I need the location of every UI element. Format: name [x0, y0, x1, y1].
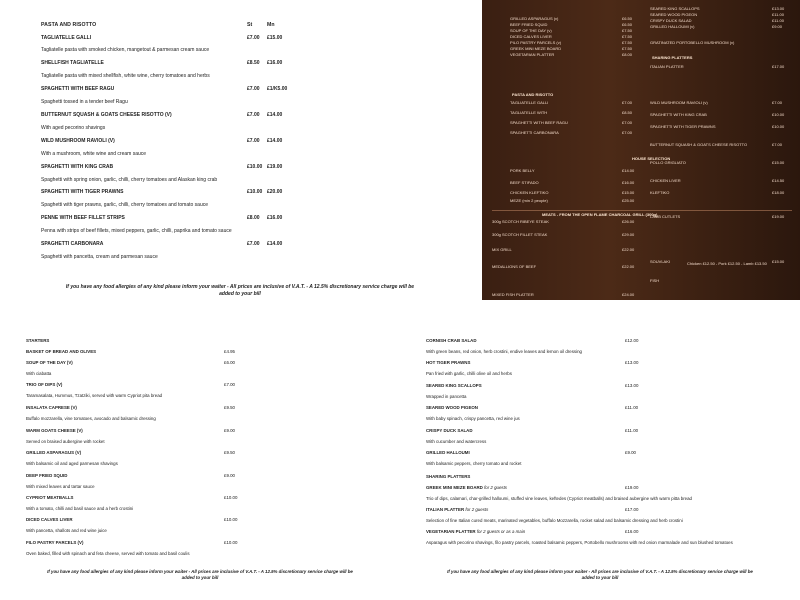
item-name: CRISPY DUCK SALAD	[426, 428, 473, 433]
item-description: With green beans, red onion, herb crostini, endive leaves and lemon oil dressing	[426, 349, 582, 354]
platter-name	[426, 485, 507, 490]
photo-item-name: CHICKEN KLEFTIKO	[510, 190, 549, 195]
item-name: DICED CALVES LIVER	[26, 517, 73, 522]
platter-serving: for 2 guests or as a main	[475, 529, 526, 534]
photo-item-name: WILD MUSHROOM RAVIOLI (v)	[650, 100, 708, 105]
photo-item-name: CRISPY DUCK SALAD	[650, 18, 692, 23]
photo-item-name: GRILLED HALLOUMI (v)	[650, 24, 695, 29]
item-description: With baby spinach, crispy pancetta, red wine jus	[426, 416, 520, 421]
item-name: SEARED KING SCALLOPS	[426, 383, 482, 388]
starter-price: £7.00	[247, 138, 260, 144]
photo-item-name: 300g SCOTCH RIBEYE STEAK	[492, 219, 549, 224]
item-price: £10.00	[224, 540, 238, 545]
photo-item-name: KLEFTIKO	[650, 190, 670, 195]
photo-item-name: SOUVLAKI	[650, 259, 671, 264]
photo-item-price: £11.00	[772, 18, 784, 23]
photo-item-price: £14.50	[772, 178, 785, 183]
photo-item-price: £25.00	[622, 198, 635, 203]
item-description: Spaghetti tossed in a tender beef Ragu	[41, 99, 128, 105]
photo-item-price: £7.00	[622, 100, 633, 105]
starter-column-heading: St	[247, 22, 253, 28]
photo-item-price: £29.00	[622, 232, 635, 237]
allergy-footnote	[420, 569, 780, 581]
item-price: £9.00	[224, 473, 235, 478]
photo-item-price: £10.00	[772, 124, 785, 129]
photo-item-name: DICED CALVES LIVER	[510, 34, 552, 39]
item-name: SOUP OF THE DAY (V)	[26, 360, 73, 365]
starters-panel	[0, 300, 400, 600]
item-name: PENNE WITH BEEF FILLET STRIPS	[41, 215, 125, 221]
photo-item-name: GREEK MINI MEZE BOARD	[510, 46, 562, 51]
item-name: SEARED WOOD PIGEON	[426, 405, 478, 410]
platter-serving: for 2 guests	[464, 507, 489, 512]
photo-sharing-heading: SHARING PLATTERS	[652, 55, 693, 60]
photo-item-name: BEEF FRIED SQUID	[510, 22, 548, 27]
photo-item-name: POLLO GRIGLIATO	[650, 160, 686, 165]
photo-item-price: £7.00	[772, 142, 783, 147]
photo-item-name: SEARED KING SCALLOPS	[650, 6, 700, 11]
starter-price: £8.50	[247, 60, 260, 66]
item-description: Buffalo mozzarella, vine tomatoes, avocado and balsamic dressing	[26, 416, 156, 421]
photo-house-heading: HOUSE SELECTION	[632, 156, 671, 161]
photo-item-name: PORK BELLY	[510, 168, 535, 173]
photo-item-name: 300g SCOTCH FILLET STEAK	[492, 232, 548, 237]
item-price: £13.00	[625, 383, 639, 388]
item-name: GRILLED ASPARAGUS (V)	[26, 450, 82, 455]
photo-item-price: £15.00	[772, 259, 785, 264]
photo-item-name: TAGLIATELLE WITH	[510, 110, 548, 115]
photo-item-price: £6.50	[622, 16, 633, 21]
footnote-line: added to your bill	[181, 575, 219, 580]
item-description: Taramasalata, Hummus, Tzatziki, served with warm Cypriot pita bread	[26, 393, 163, 398]
main-price: £16.00	[267, 215, 283, 221]
starter-price: £8.00	[247, 215, 260, 221]
item-description: With a mushroom, white wine and cream sauce	[41, 151, 147, 157]
item-description: Asparagus with pecorino shavings, filo pastry parcels, roasted balsamic peppers, Portobello mushrooms with red onion marmalade and sun blushed tomatoes	[426, 540, 733, 545]
photo-item-price: £26.00	[622, 219, 635, 224]
main-price: £14.00	[267, 241, 283, 247]
item-description: Selection of fine Italian cured meats, marinated vegetables, buffalo Mozzarella, rocket salad and balsamic dressing and herb crostini	[426, 518, 683, 523]
photo-item-name: LAMB CUTLETS	[650, 214, 681, 219]
item-description: Oven baked, filled with spinach and feta cheese, served with tomato and basil coulis	[26, 551, 190, 556]
photo-item-price: £7.00	[622, 120, 633, 125]
starter-price: £10.00	[247, 164, 263, 170]
photo-item-price: £10.00	[772, 112, 785, 117]
photo-item-price: £8.00	[622, 52, 633, 57]
photo-item-price: £18.00	[772, 190, 785, 195]
footnote-line: If you have any food allergies of any kind please inform your waiter - All prices are inclusive of V.A.T. - A 12.5% discretionary service charge will be	[47, 569, 353, 574]
item-name: BUTTERNUT SQUASH & GOATS CHEESE RISOTTO (V)	[41, 112, 172, 118]
photo-item-name: TAGLIATELLE GALLI	[510, 100, 549, 105]
item-name: INSALATA CAPRESE (V)	[26, 405, 77, 410]
photo-item-name: SPAGHETTI WITH KING CRAB	[650, 112, 707, 117]
item-description: Spaghetti with spring onion, garlic, chilli, cherry tomatoes and Alaskan king crab	[41, 177, 218, 183]
item-name: DEEP FRIED SQUID	[26, 473, 68, 478]
platter-title: VEGETARIAN PLATTER	[426, 529, 476, 534]
item-description: Spaghetti with tiger prawns, garlic, chilli, cherry tomatoes and tomato sauce	[41, 202, 209, 208]
item-price: £19.00	[625, 485, 639, 490]
item-description: Tagliatelle pasta with mixed shellfish, white wine, cherry tomatoes and herbs	[41, 73, 210, 79]
main-price: £16.00	[267, 60, 283, 66]
main-column-heading: Mn	[267, 22, 275, 28]
item-description: With balsamic oil and aged parmesan shavings	[26, 461, 118, 466]
starter-price: £7.00	[247, 86, 260, 92]
main-price: £20.00	[267, 189, 283, 195]
main-price: £14.00	[267, 138, 283, 144]
item-description: With cucumber and watercress	[426, 439, 487, 444]
item-price: £10.00	[224, 517, 238, 522]
item-name: SPAGHETTI CARBONARA	[41, 241, 104, 247]
item-price: £17.00	[625, 507, 639, 512]
item-price: £6.00	[224, 360, 235, 365]
item-name: SPAGHETTI WITH BEEF RAGU	[41, 86, 115, 92]
photo-item-name: GRATINATED PORTOBELLO MUSHROOM (v)	[650, 40, 735, 45]
photo-item-name: CHICKEN LIVER	[650, 178, 681, 183]
photo-item-name: MIXED FISH PLATTER	[492, 292, 534, 297]
item-name: TAGLIATELLE GALLI	[41, 35, 92, 41]
item-name: CYPRIOT MEATBALLS	[26, 495, 74, 500]
photo-item-price: £11.00	[772, 12, 784, 17]
photo-item-name: VEGETARIAN PLATTER	[510, 52, 555, 57]
photo-item-name: BEEF STIFADO	[510, 180, 539, 185]
item-description: With pancetta, shallots and red wine juice	[26, 528, 107, 533]
photo-item-name: SEARED WOOD PIGEON	[650, 12, 698, 17]
photo-item-price: £22.00	[622, 264, 635, 269]
item-description: Served on braised aubergine with rocket	[26, 439, 105, 444]
main-price: £15.00	[267, 35, 283, 41]
photo-item-name: SPAGHETTI WITH TIGER PRAWNS	[650, 124, 716, 129]
starter-price: £10.00	[247, 189, 263, 195]
item-price: £9.00	[224, 428, 235, 433]
item-name: TRIO OF DIPS (V)	[26, 382, 63, 387]
allergy-footnote	[40, 284, 440, 298]
mains-panel	[400, 300, 800, 600]
photo-item-name: SPAGHETTI CARBONARA	[510, 130, 559, 135]
photo-item-price: £15.00	[622, 190, 635, 195]
photo-item-name: MEZE (min 2 people)	[510, 198, 548, 203]
item-name: WILD MUSHROOM RAVIOLI (V)	[41, 138, 115, 144]
main-price: £1/K5.00	[267, 86, 288, 92]
starters-heading: STARTERS	[26, 338, 50, 343]
platter-title: GREEK MINI MEZE BOARD	[426, 485, 483, 490]
item-price: £13.00	[625, 360, 639, 365]
photo-item-name: SPAGHETTI WITH BEEF RAGU	[510, 120, 568, 125]
item-name: WARM GOATS CHEESE (V)	[26, 428, 83, 433]
photo-divider	[492, 210, 792, 211]
photo-item-name: FISH	[650, 278, 660, 283]
item-name: SPAGHETTI WITH TIGER PRAWNS	[41, 189, 124, 195]
starter-price: £7.00	[247, 35, 260, 41]
item-name: HOT TIGER PRAWNS	[426, 360, 471, 365]
photo-item-price: £7.50	[622, 46, 633, 51]
item-price: £9.50	[224, 450, 235, 455]
item-description: Tagliatelle pasta with smoked chicken, mangetout & parmesan cream sauce	[41, 47, 210, 53]
pasta-menu-panel	[0, 0, 482, 300]
item-description: Pan fried with garlic, chilli olive oil and herbs	[426, 371, 512, 376]
photo-item-price: £19.00	[772, 214, 785, 219]
platter-title: ITALIAN PLATTER	[426, 507, 465, 512]
item-description: With balsamic peppers, cherry tomato and rocket	[426, 461, 522, 466]
photo-item-name: MIX GRILL	[492, 247, 512, 252]
item-price: £4.95	[224, 349, 235, 354]
photo-item-price: £9.00	[772, 24, 783, 29]
platter-serving: for 2 guests	[482, 485, 508, 490]
platter-name	[426, 529, 525, 534]
photo-item-name: PILO PASTRY PARCELS (v)	[510, 40, 562, 45]
item-description: Penna with strips of beef fillets, mixed peppers, garlic, chilli, paprika and tomato sauce	[41, 228, 232, 234]
item-name: FILO PASTRY PARCELS (V)	[26, 540, 84, 545]
photo-item-name: ITALIAN PLATTER	[650, 64, 684, 69]
item-description: With aged pecorino shavings	[41, 125, 106, 131]
photo-item-price: £16.00	[622, 180, 635, 185]
starter-price: £7.00	[247, 241, 260, 247]
main-price: £19.00	[267, 164, 283, 170]
printed-menu-photo	[482, 0, 800, 300]
item-name: SHELLFISH TAGLIATELLE	[41, 60, 104, 66]
photo-item-price: £7.50	[622, 34, 633, 39]
photo-item-price: £7.00	[622, 130, 633, 135]
photo-item-price: £22.00	[622, 247, 635, 252]
item-description: Trio of dips, calamari, char-grilled halloumi, stuffed vine leaves, keftedes (Cypriot meatballs) and braised aubergine with warm pitta bread	[426, 496, 693, 501]
photo-item-price: £17.00	[772, 64, 785, 69]
photo-item-price: £14.00	[622, 168, 635, 173]
item-description: With a tomato, chilli and basil sauce and a herb crostini	[26, 506, 134, 511]
photo-item-price: £15.00	[772, 160, 785, 165]
item-price: £9.00	[625, 450, 636, 455]
item-name: CORNISH CRAB SALAD	[426, 338, 477, 343]
item-name: SPAGHETTI WITH KING CRAB	[41, 164, 114, 170]
photo-item-name: BUTTERNUT SQUASH & GOATS CHEESE RISOTTO	[650, 142, 748, 147]
item-description: With ciabatta	[26, 371, 52, 376]
photo-item-price: £7.50	[622, 28, 633, 33]
photo-item-price: £13.00	[772, 6, 785, 11]
starter-price: £7.00	[247, 112, 260, 118]
footnote-line: added to your bill	[219, 291, 261, 297]
item-description: Wrapped in pancetta	[426, 394, 467, 399]
photo-item-price: £6.50	[622, 22, 633, 27]
item-name: BASKET OF BREAD AND OLIVES	[26, 349, 97, 354]
photo-meats-heading: MEATS - FROM THE OPEN FLAME CHARCOAL GRILL (300g)	[542, 212, 658, 217]
item-price: £9.50	[224, 405, 235, 410]
item-description: With mixed leaves and tartar sauce	[26, 484, 95, 489]
pasta-section-heading: PASTA AND RISOTTO	[41, 22, 97, 28]
photo-item-price: £8.50	[622, 110, 633, 115]
photo-item-name: MEDALLIONS OF BEEF	[492, 264, 537, 269]
sharing-platters-heading: SHARING PLATTERS	[426, 474, 471, 479]
item-description: Spaghetti with pancetta, cream and parmesan sauce	[41, 254, 158, 260]
platter-name	[426, 507, 488, 512]
photo-item-name: SOUP OF THE DAY (v)	[510, 28, 552, 33]
footnote-line: added to your bill	[581, 575, 619, 580]
allergy-footnote	[20, 569, 380, 581]
footnote-line: If you have any food allergies of any kind please inform your waiter - All prices are inclusive of V.A.T. - A 12.5% discretionary service charge will be	[65, 284, 415, 290]
photo-souvlaki-note: Chicken £12.50 - Pork £12.50 - Lamb £13.50	[687, 261, 767, 266]
photo-item-price: £7.00	[772, 100, 783, 105]
item-price: £7.00	[224, 382, 235, 387]
item-price: £16.00	[625, 529, 639, 534]
item-price: £11.00	[625, 405, 639, 410]
photo-pasta-heading: PASTA AND RISOTTO	[512, 92, 554, 97]
item-price: £12.00	[625, 338, 639, 343]
main-price: £14.00	[267, 112, 283, 118]
item-name: GRILLED HALLOUMI	[426, 450, 470, 455]
photo-item-price: £24.00	[622, 292, 635, 297]
footnote-line: If you have any food allergies of any kind please inform your waiter - All prices are inclusive of V.A.T. - A 12.5% discretionary service charge will be	[447, 569, 753, 574]
photo-item-name: GRILLED ASPARAGUS (v)	[510, 16, 559, 21]
item-price: £10.00	[224, 495, 238, 500]
item-price: £11.00	[625, 428, 639, 433]
photo-item-price: £7.50	[622, 40, 633, 45]
